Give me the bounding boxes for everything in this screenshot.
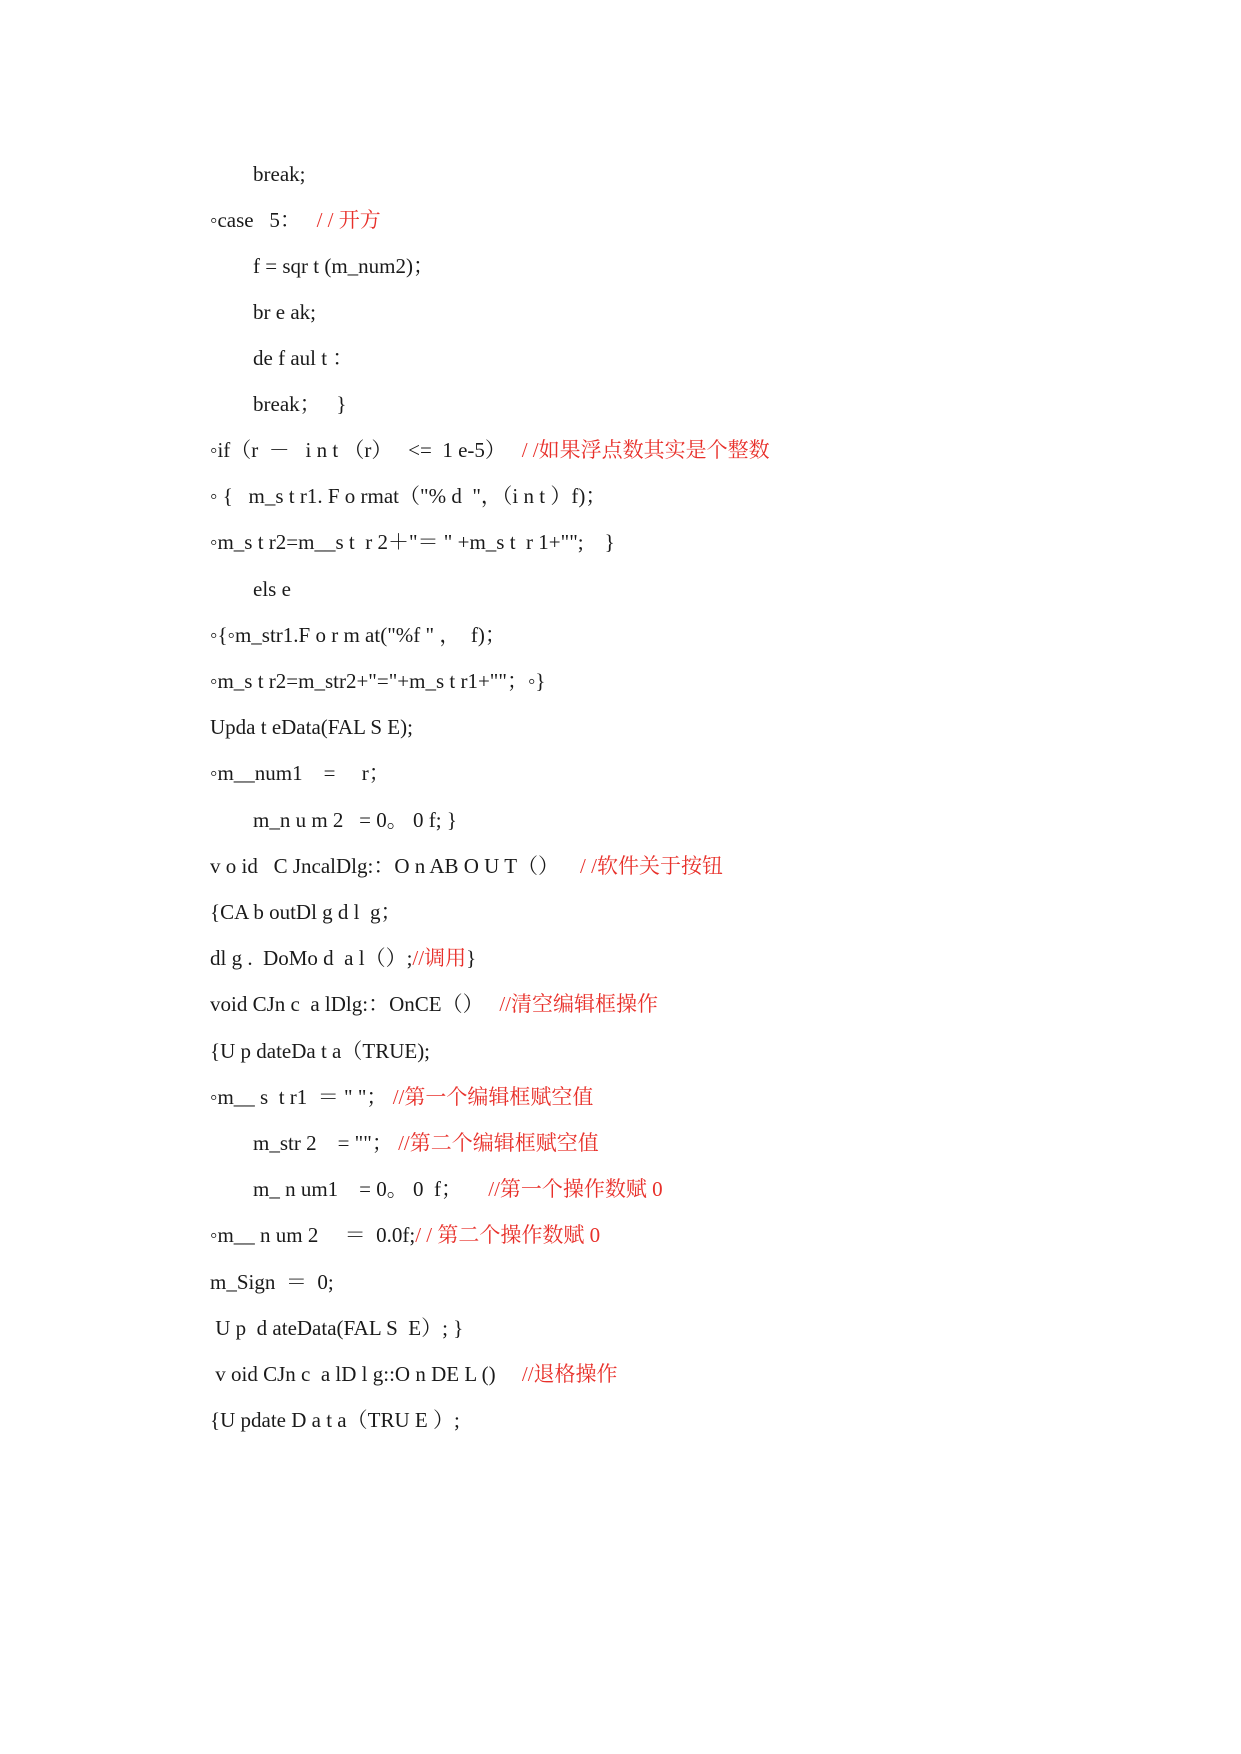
code-text: f = sqr t (m_num2)； xyxy=(253,254,434,278)
code-comment: / /如果浮点数其实是个整数 xyxy=(521,438,770,462)
code-comment: / /软件关于按钮 xyxy=(580,854,723,878)
code-line xyxy=(232,224,434,278)
code-comment: //退格操作 xyxy=(521,1362,618,1386)
code-comment: / / 开方 xyxy=(316,208,381,232)
code-comment: //第二个编辑框赋空值 xyxy=(398,1131,599,1155)
code-text: Upda t eData(FAL S E); xyxy=(210,715,413,739)
code-line xyxy=(232,778,457,832)
code-text: break； } xyxy=(253,392,347,416)
code-line xyxy=(189,454,607,508)
code-text: break; xyxy=(253,162,306,186)
code-line xyxy=(189,178,381,232)
code-text: dl g . DoMo d a l（）; xyxy=(210,946,413,970)
code-text: ◦m_s t r2=m_str2+"="+m_s t r1+""；◦} xyxy=(210,669,546,693)
code-text: ◦m__ n um 2 ＝ 0.0f; xyxy=(210,1223,416,1247)
code-line xyxy=(232,362,347,416)
code-comment: //清空编辑框操作 xyxy=(499,992,658,1016)
code-text: els e xyxy=(253,577,291,601)
code-text: m_n u m 2 = 0。 0 f; } xyxy=(253,808,457,832)
code-comment: //第一个操作数赋 0 xyxy=(488,1177,663,1201)
code-line xyxy=(189,731,390,785)
code-text: v oid CJn c a lD l g::O n DE L () xyxy=(210,1362,496,1386)
code-text: ◦case 5： xyxy=(210,208,301,232)
code-line xyxy=(189,500,615,554)
code-comment: //第一个编辑框赋空值 xyxy=(392,1085,594,1109)
code-text: m_ n um1 = 0。 0 f； xyxy=(253,1177,463,1201)
code-text: void CJn c a lDlg:：OnCE（） xyxy=(210,992,484,1016)
code-line xyxy=(189,1009,431,1063)
code-text: ◦ { m_s t r1. F o rmat（"% d "，（i n t ）f)； xyxy=(210,484,607,508)
code-line xyxy=(189,1286,464,1340)
code-line xyxy=(189,1240,334,1294)
code-text: ◦if（r － i n t （r） <= 1 e-5） xyxy=(210,438,506,462)
code-text: {U pdate D a t a（TRU E ）; xyxy=(210,1408,460,1432)
code-line xyxy=(232,270,316,324)
code-text: {CA b outDl g d l g； xyxy=(210,900,402,924)
code-line xyxy=(189,685,413,739)
code-text: de f aul t ： xyxy=(253,346,354,370)
code-line xyxy=(189,824,723,878)
code-text: ◦m__ s t r1 ＝ " "； xyxy=(210,1085,388,1109)
code-comment: / / 第二个操作数赋 0 xyxy=(415,1223,601,1247)
code-line xyxy=(189,593,506,647)
code-line xyxy=(189,1378,460,1432)
code-line xyxy=(189,962,658,1016)
code-line xyxy=(232,547,291,601)
code-text: ◦m_s t r2=m__s t r 2＋"＝ " +m_s t r 1+""; } xyxy=(210,530,615,554)
code-line xyxy=(232,1101,599,1155)
code-line xyxy=(189,1332,618,1386)
code-text: ◦{◦m_str1.F o r m at("%f " ， f)； xyxy=(210,623,506,647)
code-line xyxy=(189,870,402,924)
code-text: br e ak; xyxy=(253,300,316,324)
code-line xyxy=(189,1193,601,1247)
code-text: m_str 2 = ""； xyxy=(253,1131,393,1155)
code-text: } xyxy=(466,946,477,970)
code-line xyxy=(189,639,546,693)
code-text: U p d ateData(FAL S E）; } xyxy=(210,1316,464,1340)
code-text: ◦m__num1 = r； xyxy=(210,761,390,785)
code-text: {U p dateDa t a（TRUE); xyxy=(210,1039,431,1063)
code-line xyxy=(232,1147,663,1201)
code-line xyxy=(189,408,770,462)
code-text: m_Sign ＝ 0; xyxy=(210,1270,334,1294)
code-line xyxy=(189,916,477,970)
code-line xyxy=(232,316,354,370)
code-line xyxy=(232,132,306,186)
code-line xyxy=(189,1055,594,1109)
code-comment: //调用 xyxy=(412,946,467,970)
code-text: v o id C JncalDlg:：O n AB O U T（） xyxy=(210,854,560,878)
